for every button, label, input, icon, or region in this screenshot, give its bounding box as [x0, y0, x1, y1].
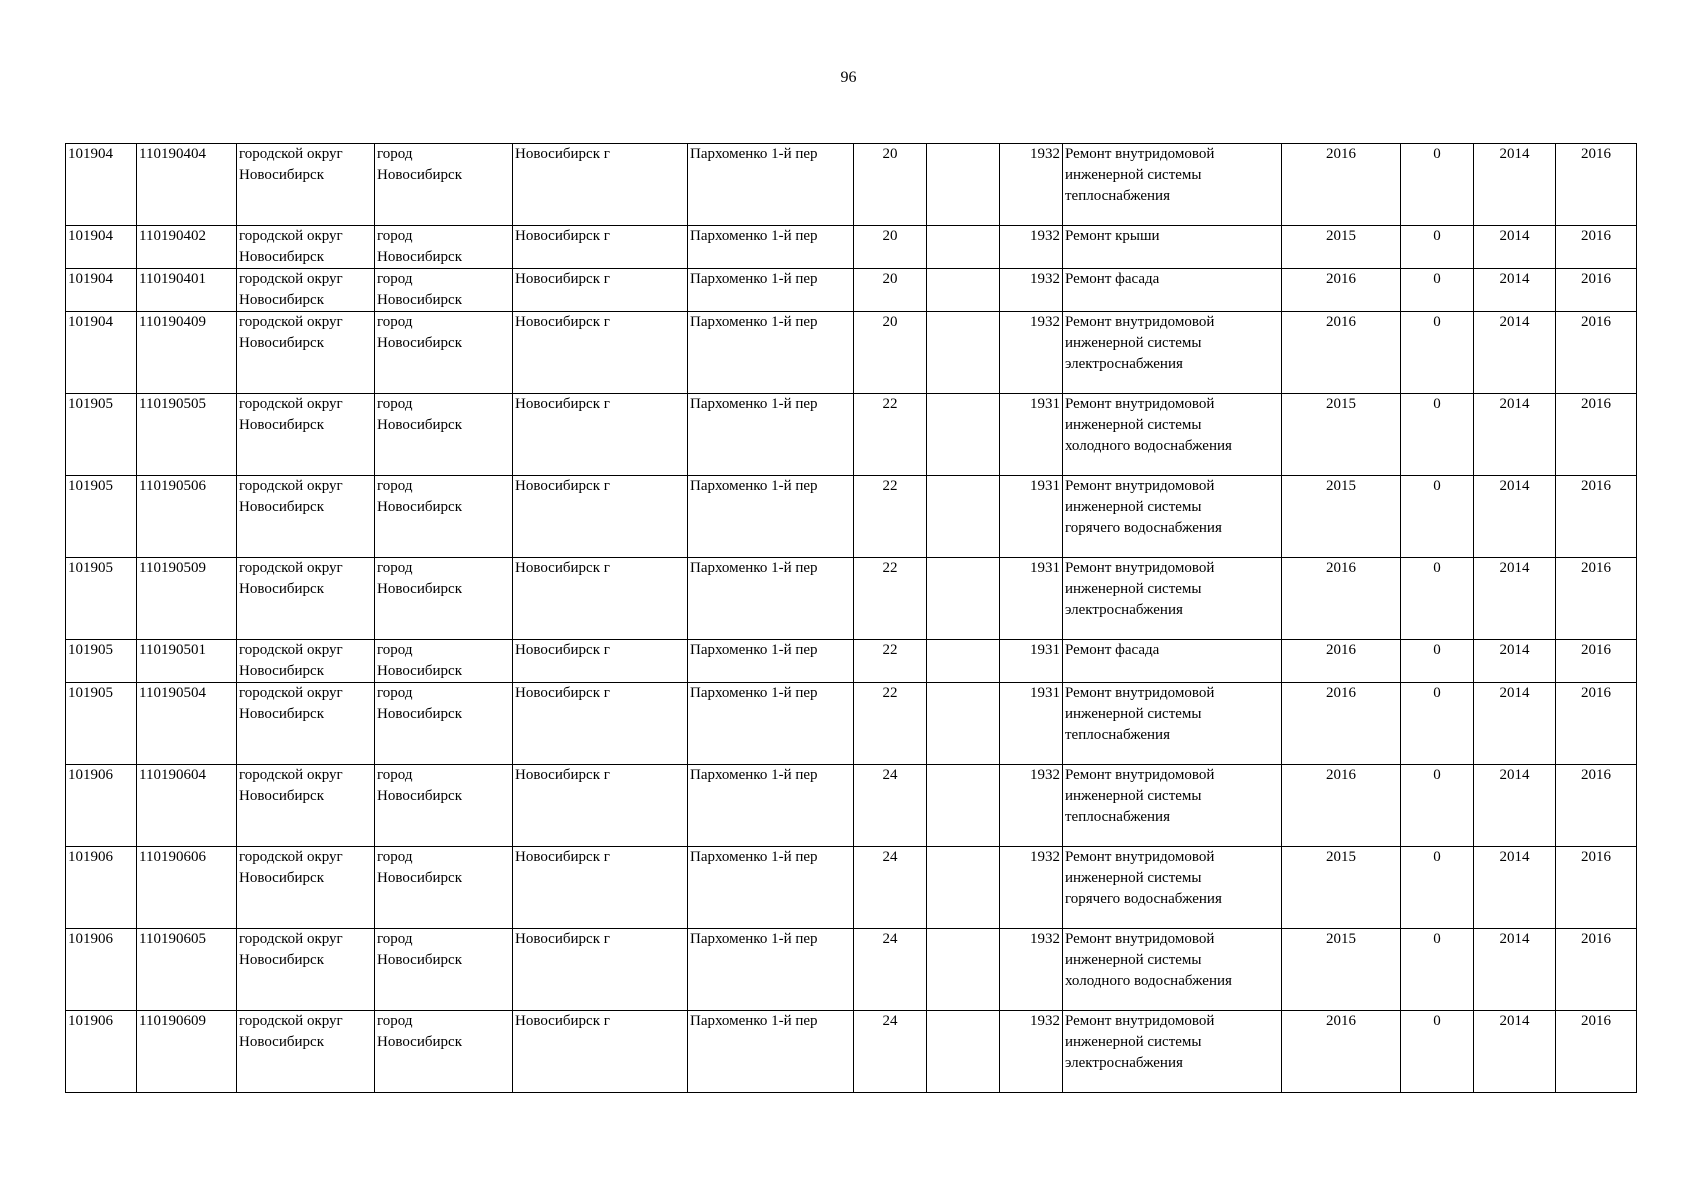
period-end-cell: 2016 — [1556, 144, 1637, 226]
building-cell — [927, 269, 1000, 312]
table-row — [66, 1011, 1637, 1093]
planned-year-cell: 2015 — [1282, 476, 1401, 558]
period-end-cell: 2016 — [1556, 1011, 1637, 1093]
period-start-cell: 2014 — [1474, 394, 1556, 476]
street-cell: Пархоменко 1-й пер — [688, 683, 854, 765]
period-start-cell: 2014 — [1474, 683, 1556, 765]
planned-year-cell: 2016 — [1282, 640, 1401, 683]
house-number-cell: 24 — [854, 847, 927, 929]
period-start-cell: 2014 — [1474, 144, 1556, 226]
building-cell — [927, 312, 1000, 394]
zero-value-cell: 0 — [1401, 558, 1474, 640]
settlement-cell: город Новосибирск — [375, 847, 513, 929]
period-end-cell: 2016 — [1556, 929, 1637, 1011]
period-start-cell: 2014 — [1474, 1011, 1556, 1093]
period-start-cell: 2014 — [1474, 640, 1556, 683]
planned-year-cell: 2015 — [1282, 929, 1401, 1011]
municipal-district-cell: городской округ Новосибирск — [237, 226, 375, 269]
city-cell: Новосибирск г — [513, 312, 688, 394]
house-id-cell: 101905 — [66, 558, 137, 640]
planned-year-cell: 2016 — [1282, 144, 1401, 226]
street-cell: Пархоменко 1-й пер — [688, 312, 854, 394]
repair-program-table — [65, 143, 1637, 1093]
table-row — [66, 312, 1637, 394]
city-cell: Новосибирск г — [513, 683, 688, 765]
municipal-district-cell: городской округ Новосибирск — [237, 640, 375, 683]
table-row — [66, 847, 1637, 929]
table-row — [66, 765, 1637, 847]
year-built-cell: 1932 — [1000, 269, 1063, 312]
city-cell: Новосибирск г — [513, 1011, 688, 1093]
table-row — [66, 394, 1637, 476]
year-built-cell: 1932 — [1000, 847, 1063, 929]
municipal-district-cell: городской округ Новосибирск — [237, 683, 375, 765]
zero-value-cell: 0 — [1401, 640, 1474, 683]
year-built-cell: 1931 — [1000, 558, 1063, 640]
table-row — [66, 269, 1637, 312]
work-code-cell: 110190604 — [137, 765, 237, 847]
house-number-cell: 20 — [854, 269, 927, 312]
planned-year-cell: 2016 — [1282, 683, 1401, 765]
municipal-district-cell: городской округ Новосибирск — [237, 144, 375, 226]
year-built-cell: 1931 — [1000, 640, 1063, 683]
year-built-cell: 1932 — [1000, 929, 1063, 1011]
settlement-cell: город Новосибирск — [375, 312, 513, 394]
building-cell — [927, 144, 1000, 226]
street-cell: Пархоменко 1-й пер — [688, 394, 854, 476]
period-start-cell: 2014 — [1474, 558, 1556, 640]
zero-value-cell: 0 — [1401, 1011, 1474, 1093]
period-start-cell: 2014 — [1474, 765, 1556, 847]
page-number: 96 — [840, 69, 857, 86]
period-start-cell: 2014 — [1474, 476, 1556, 558]
period-start-cell: 2014 — [1474, 847, 1556, 929]
planned-year-cell: 2015 — [1282, 394, 1401, 476]
zero-value-cell: 0 — [1401, 394, 1474, 476]
table-row — [66, 558, 1637, 640]
period-end-cell: 2016 — [1556, 683, 1637, 765]
year-built-cell: 1931 — [1000, 683, 1063, 765]
municipal-district-cell: городской округ Новосибирск — [237, 312, 375, 394]
planned-year-cell: 2016 — [1282, 558, 1401, 640]
planned-year-cell: 2016 — [1282, 312, 1401, 394]
work-code-cell: 110190505 — [137, 394, 237, 476]
settlement-cell: город Новосибирск — [375, 929, 513, 1011]
work-code-cell: 110190504 — [137, 683, 237, 765]
period-end-cell: 2016 — [1556, 640, 1637, 683]
house-number-cell: 22 — [854, 394, 927, 476]
planned-year-cell: 2016 — [1282, 765, 1401, 847]
building-cell — [927, 847, 1000, 929]
house-id-cell: 101906 — [66, 765, 137, 847]
settlement-cell: город Новосибирск — [375, 683, 513, 765]
table-row — [66, 144, 1637, 226]
house-number-cell: 24 — [854, 765, 927, 847]
period-start-cell: 2014 — [1474, 269, 1556, 312]
municipal-district-cell: городской округ Новосибирск — [237, 476, 375, 558]
table-row — [66, 226, 1637, 269]
municipal-district-cell: городской округ Новосибирск — [237, 929, 375, 1011]
zero-value-cell: 0 — [1401, 765, 1474, 847]
street-cell: Пархоменко 1-й пер — [688, 929, 854, 1011]
house-id-cell: 101905 — [66, 394, 137, 476]
street-cell: Пархоменко 1-й пер — [688, 765, 854, 847]
house-id-cell: 101904 — [66, 269, 137, 312]
city-cell: Новосибирск г — [513, 765, 688, 847]
work-type-cell: Ремонт внутридомовой инженерной системы горячего водоснабжения — [1063, 847, 1282, 929]
municipal-district-cell: городской округ Новосибирск — [237, 558, 375, 640]
building-cell — [927, 1011, 1000, 1093]
zero-value-cell: 0 — [1401, 312, 1474, 394]
city-cell: Новосибирск г — [513, 558, 688, 640]
period-start-cell: 2014 — [1474, 226, 1556, 269]
table-row — [66, 929, 1637, 1011]
house-number-cell: 20 — [854, 312, 927, 394]
street-cell: Пархоменко 1-й пер — [688, 144, 854, 226]
city-cell: Новосибирск г — [513, 476, 688, 558]
planned-year-cell: 2015 — [1282, 847, 1401, 929]
street-cell: Пархоменко 1-й пер — [688, 269, 854, 312]
house-id-cell: 101906 — [66, 847, 137, 929]
settlement-cell: город Новосибирск — [375, 1011, 513, 1093]
city-cell: Новосибирск г — [513, 929, 688, 1011]
building-cell — [927, 558, 1000, 640]
work-code-cell: 110190501 — [137, 640, 237, 683]
settlement-cell: город Новосибирск — [375, 226, 513, 269]
street-cell: Пархоменко 1-й пер — [688, 558, 854, 640]
work-code-cell: 110190509 — [137, 558, 237, 640]
planned-year-cell: 2016 — [1282, 269, 1401, 312]
settlement-cell: город Новосибирск — [375, 640, 513, 683]
year-built-cell: 1932 — [1000, 765, 1063, 847]
year-built-cell: 1931 — [1000, 476, 1063, 558]
city-cell: Новосибирск г — [513, 640, 688, 683]
period-end-cell: 2016 — [1556, 476, 1637, 558]
municipal-district-cell: городской округ Новосибирск — [237, 1011, 375, 1093]
work-code-cell: 110190609 — [137, 1011, 237, 1093]
city-cell: Новосибирск г — [513, 269, 688, 312]
work-type-cell: Ремонт внутридомовой инженерной системы холодного водоснабжения — [1063, 929, 1282, 1011]
house-id-cell: 101906 — [66, 1011, 137, 1093]
work-code-cell: 110190401 — [137, 269, 237, 312]
street-cell: Пархоменко 1-й пер — [688, 640, 854, 683]
municipal-district-cell: городской округ Новосибирск — [237, 847, 375, 929]
street-cell: Пархоменко 1-й пер — [688, 847, 854, 929]
period-end-cell: 2016 — [1556, 226, 1637, 269]
house-id-cell: 101905 — [66, 476, 137, 558]
period-end-cell: 2016 — [1556, 765, 1637, 847]
house-id-cell: 101905 — [66, 640, 137, 683]
house-number-cell: 24 — [854, 929, 927, 1011]
house-number-cell: 22 — [854, 476, 927, 558]
zero-value-cell: 0 — [1401, 929, 1474, 1011]
building-cell — [927, 683, 1000, 765]
period-end-cell: 2016 — [1556, 394, 1637, 476]
work-code-cell: 110190606 — [137, 847, 237, 929]
table-row — [66, 640, 1637, 683]
street-cell: Пархоменко 1-й пер — [688, 476, 854, 558]
work-type-cell: Ремонт внутридомовой инженерной системы теплоснабжения — [1063, 144, 1282, 226]
city-cell: Новосибирск г — [513, 144, 688, 226]
house-number-cell: 22 — [854, 640, 927, 683]
period-end-cell: 2016 — [1556, 847, 1637, 929]
house-id-cell: 101906 — [66, 929, 137, 1011]
city-cell: Новосибирск г — [513, 394, 688, 476]
municipal-district-cell: городской округ Новосибирск — [237, 765, 375, 847]
year-built-cell: 1931 — [1000, 394, 1063, 476]
settlement-cell: город Новосибирск — [375, 558, 513, 640]
table-body — [66, 144, 1637, 1093]
planned-year-cell: 2016 — [1282, 1011, 1401, 1093]
house-number-cell: 22 — [854, 683, 927, 765]
house-id-cell: 101904 — [66, 144, 137, 226]
work-type-cell: Ремонт внутридомовой инженерной системы электроснабжения — [1063, 558, 1282, 640]
period-end-cell: 2016 — [1556, 312, 1637, 394]
building-cell — [927, 640, 1000, 683]
work-type-cell: Ремонт внутридомовой инженерной системы горячего водоснабжения — [1063, 476, 1282, 558]
work-code-cell: 110190404 — [137, 144, 237, 226]
period-start-cell: 2014 — [1474, 312, 1556, 394]
city-cell: Новосибирск г — [513, 226, 688, 269]
zero-value-cell: 0 — [1401, 269, 1474, 312]
work-code-cell: 110190409 — [137, 312, 237, 394]
zero-value-cell: 0 — [1401, 476, 1474, 558]
period-end-cell: 2016 — [1556, 269, 1637, 312]
municipal-district-cell: городской округ Новосибирск — [237, 269, 375, 312]
work-type-cell: Ремонт крыши — [1063, 226, 1282, 269]
house-id-cell: 101904 — [66, 226, 137, 269]
work-code-cell: 110190605 — [137, 929, 237, 1011]
settlement-cell: город Новосибирск — [375, 269, 513, 312]
street-cell: Пархоменко 1-й пер — [688, 1011, 854, 1093]
settlement-cell: город Новосибирск — [375, 394, 513, 476]
zero-value-cell: 0 — [1401, 683, 1474, 765]
year-built-cell: 1932 — [1000, 1011, 1063, 1093]
house-number-cell: 22 — [854, 558, 927, 640]
work-type-cell: Ремонт внутридомовой инженерной системы теплоснабжения — [1063, 683, 1282, 765]
settlement-cell: город Новосибирск — [375, 144, 513, 226]
year-built-cell: 1932 — [1000, 144, 1063, 226]
year-built-cell: 1932 — [1000, 226, 1063, 269]
zero-value-cell: 0 — [1401, 144, 1474, 226]
period-start-cell: 2014 — [1474, 929, 1556, 1011]
house-id-cell: 101904 — [66, 312, 137, 394]
house-id-cell: 101905 — [66, 683, 137, 765]
work-code-cell: 110190506 — [137, 476, 237, 558]
table-row — [66, 683, 1637, 765]
work-type-cell: Ремонт внутридомовой инженерной системы теплоснабжения — [1063, 765, 1282, 847]
work-code-cell: 110190402 — [137, 226, 237, 269]
house-number-cell: 20 — [854, 144, 927, 226]
settlement-cell: город Новосибирск — [375, 476, 513, 558]
street-cell: Пархоменко 1-й пер — [688, 226, 854, 269]
house-number-cell: 20 — [854, 226, 927, 269]
municipal-district-cell: городской округ Новосибирск — [237, 394, 375, 476]
zero-value-cell: 0 — [1401, 226, 1474, 269]
city-cell: Новосибирск г — [513, 847, 688, 929]
planned-year-cell: 2015 — [1282, 226, 1401, 269]
building-cell — [927, 765, 1000, 847]
building-cell — [927, 476, 1000, 558]
work-type-cell: Ремонт внутридомовой инженерной системы электроснабжения — [1063, 312, 1282, 394]
work-type-cell: Ремонт фасада — [1063, 269, 1282, 312]
house-number-cell: 24 — [854, 1011, 927, 1093]
building-cell — [927, 226, 1000, 269]
building-cell — [927, 929, 1000, 1011]
work-type-cell: Ремонт фасада — [1063, 640, 1282, 683]
period-end-cell: 2016 — [1556, 558, 1637, 640]
year-built-cell: 1932 — [1000, 312, 1063, 394]
building-cell — [927, 394, 1000, 476]
settlement-cell: город Новосибирск — [375, 765, 513, 847]
zero-value-cell: 0 — [1401, 847, 1474, 929]
work-type-cell: Ремонт внутридомовой инженерной системы холодного водоснабжения — [1063, 394, 1282, 476]
table-row — [66, 476, 1637, 558]
work-type-cell: Ремонт внутридомовой инженерной системы электроснабжения — [1063, 1011, 1282, 1093]
